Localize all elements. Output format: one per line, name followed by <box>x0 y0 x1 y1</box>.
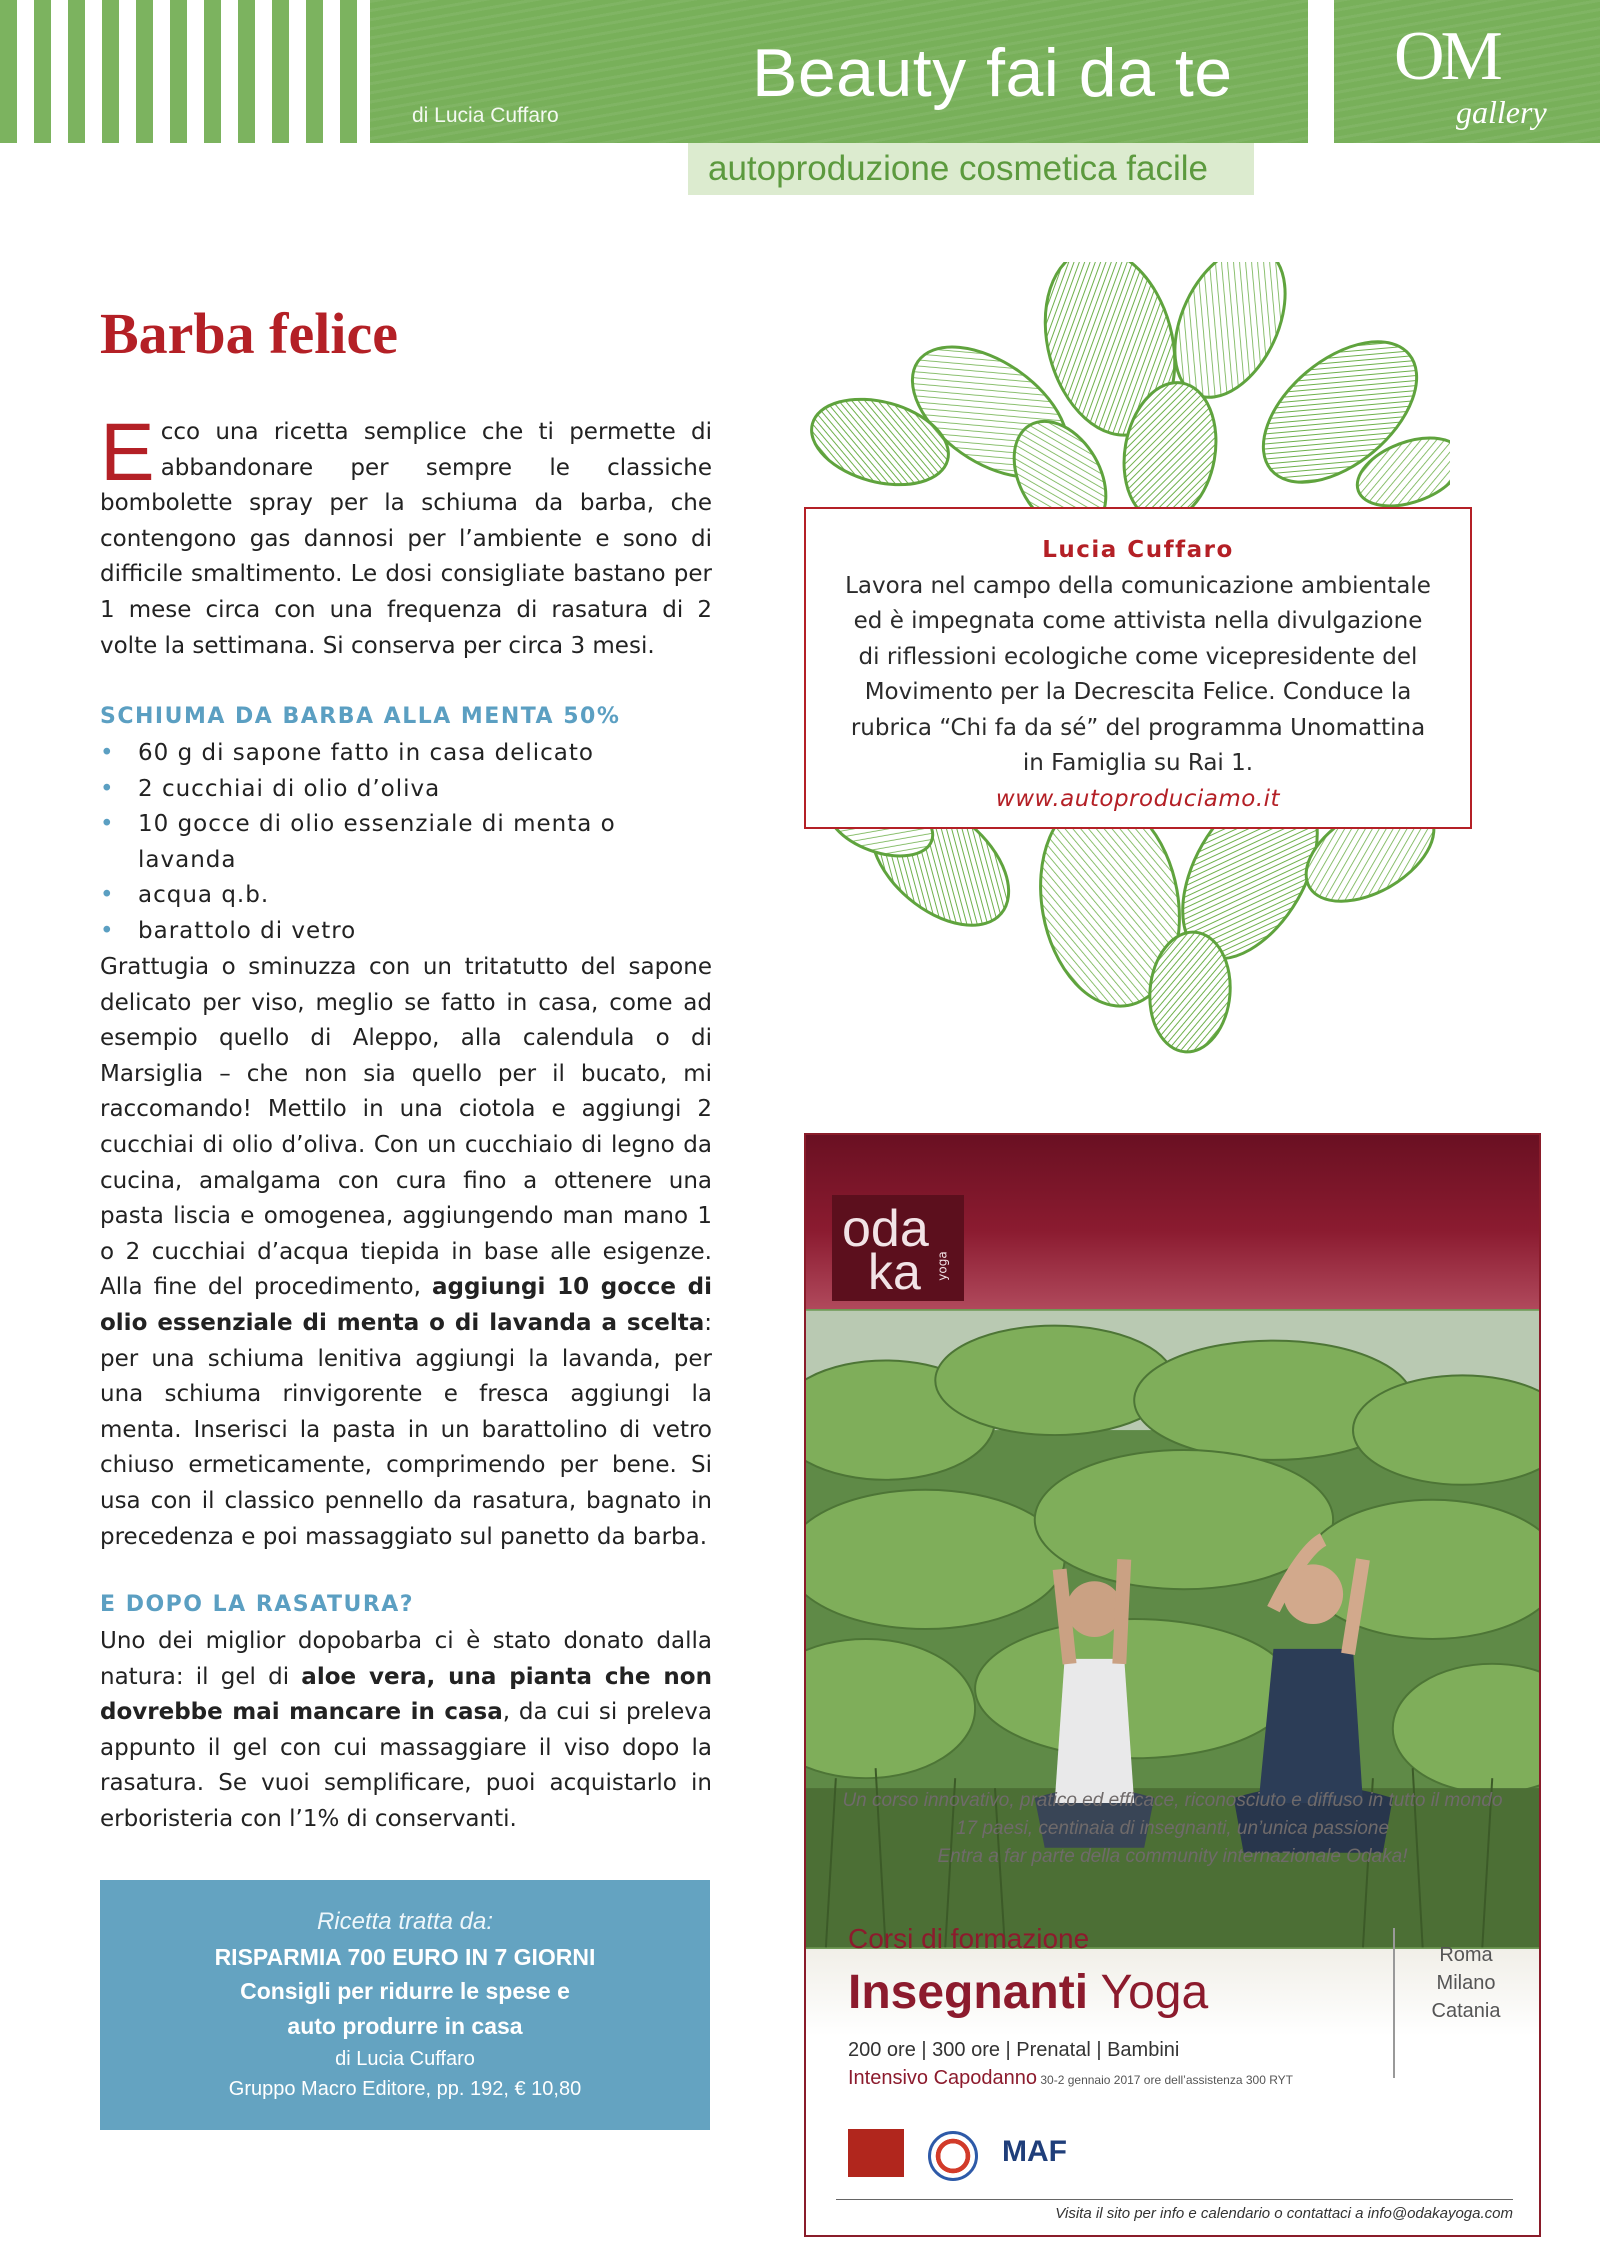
ad-footer-contact[interactable]: Visita il sito per info e calendario o contattaci a info@odakayoga.com <box>1055 2205 1513 2222</box>
method-text-end: : per una schiuma lenitiva aggiungi la lavanda, per una schiuma rinvigorente e fresca aggiungi la menta. Inserisci la pasta in un barattolino di vetro chiuso ermeticamente, comprimendo per bene. Si usa con il classico pennello da rasatura, bagnato in precedenza e poi massaggiato sul panetto da barba. <box>100 1309 712 1550</box>
book-title-line2: Consigli per ridurre le spese e <box>240 1978 570 2004</box>
section-title: Beauty fai da te <box>752 35 1233 111</box>
method-bold-text: aggiungi 10 gocce di olio essenziale di menta o di lavanda a scelta <box>100 1274 712 1336</box>
city-item: Catania <box>1431 2000 1501 2022</box>
author-name: Lucia Cuffaro <box>1042 537 1234 563</box>
ad-headline <box>848 1965 1208 2020</box>
author-website-link[interactable]: www.autoproduciamo.it <box>995 785 1281 812</box>
source-label: Ricetta tratta da: <box>316 1908 494 1935</box>
city-item: Roma <box>1439 1944 1493 1966</box>
intro-text: cco una ricetta semplice che ti permette di abbandonare per sempre le classiche bombolette spray per la schiuma da barba, che contengono gas dannosi per l’ambiente e sono di difficile smaltimento. Le dosi consigliate bastano per 1 mese circa con una frequenza di rasatura di 2 volte la settimana. Si conserva per circa 3 mesi. <box>100 419 712 659</box>
maf-badge: MAF <box>1002 2135 1067 2168</box>
byline: di Lucia Cuffaro <box>412 104 559 127</box>
ad-hours: 200 ore | 300 ore | Prenatal | Bambini <box>848 2039 1180 2061</box>
ad-intensive-label: Intensivo Capodanno <box>848 2067 1038 2089</box>
recipe-source-box <box>100 1880 710 2130</box>
method-paragraph <box>100 950 712 1555</box>
after-text-end: , da cui si preleva appunto il gel con cui massaggiare il viso dopo la rasatura. Se vuoi semplificare, puoi acquistarlo in erboristeria con l’1% di conservanti. <box>100 1699 712 1832</box>
ad-divider <box>1393 1928 1395 2078</box>
ad-tagline-1: Un corso innovativo, pratico ed efficace, riconosciuto e diffuso in tutto il mondo <box>842 1790 1503 1811</box>
book-publisher: Gruppo Macro Editore, pp. 192, € 10,80 <box>228 2078 582 2100</box>
book-title-line3: auto produrre in casa <box>287 2013 523 2039</box>
section-subtitle: autoproduzione cosmetica facile <box>708 149 1209 188</box>
method-text: Grattugia o sminuzza con un tritatutto del sapone delicato per viso, meglio se fatto in casa, come ad esempio quello di Aleppo, alla calendula o di Marsiglia – che non sia quello per il bucato, mi raccomando! Mettilo in una ciotola e aggiungi 2 cucchiai di olio d’oliva. Con un cucchiaio di legno da cucina, amalgama con cura fino a ottenere una pasta liscia e omogenea, aggiungendo man mano 1 o 2 cucchiai d’acqua tiepida in base alle esigenze. Alla fine del procedimento, <box>100 954 712 1301</box>
after-heading: E DOPO LA RASATURA? <box>100 1592 415 1617</box>
yoga-advertisement <box>804 1133 1541 2237</box>
ad-cities <box>1406 1941 1526 2025</box>
logo-text-top: oda <box>842 1200 929 1258</box>
logo-om: OM <box>1394 18 1499 95</box>
after-paragraph <box>100 1624 712 1838</box>
ad-intensive <box>848 2067 1293 2090</box>
logo-gallery: gallery <box>1456 94 1547 130</box>
after-bold-text: aloe vera, una pianta che non dovrebbe mai mancare in casa <box>100 1663 712 1726</box>
ad-tagline-3: Entra a far parte della community internazionale Odaka! <box>937 1846 1408 1867</box>
list-item: • 10 gocce di olio essenziale di menta o lavanda <box>100 807 712 878</box>
logo-text-small: yoga <box>935 1251 950 1281</box>
federation-badge-icon <box>928 2131 978 2181</box>
drop-cap: E <box>100 407 155 498</box>
article-title: Barba felice <box>100 301 398 366</box>
book-title-line1: RISPARMIA 700 EURO IN 7 GIORNI <box>214 1944 596 1970</box>
author-box <box>804 507 1472 829</box>
odaka-logo <box>832 1195 964 1301</box>
list-item: • 2 cucchiai di olio d’oliva <box>100 772 712 808</box>
ad-headline-rest: Yoga <box>1088 1966 1209 2019</box>
ad-headline-bold: Insegnanti <box>848 1966 1089 2019</box>
ad-footer-rule <box>836 2199 1513 2200</box>
header-stripes <box>0 0 370 143</box>
intro-paragraph <box>100 407 712 664</box>
after-text: Uno dei miglior dopobarba ci è stato donato dalla natura: il gel di <box>100 1628 712 1690</box>
ad-intensive-detail: 30-2 gennaio 2017 ore dell’assistenza 300 RYT <box>1037 2073 1293 2087</box>
list-item: • 60 g di sapone fatto in casa delicato <box>100 736 712 772</box>
ad-corsi-label: Corsi di formazione <box>848 1923 1090 1954</box>
author-bio: Lavora nel campo della comunicazione ambientale ed è impegnata come attivista nella divulgazione di riflessioni ecologiche come vicepresidente del Movimento per la Decrescita Felice. Conduce la rubrica “Chi fa da sé” del programma Unomattina in Famiglia su Rai 1. <box>845 572 1431 776</box>
leaf-group-top <box>810 262 1450 549</box>
recipe-heading: SCHIUMA DA BARBA ALLA MENTA 50% <box>100 704 621 729</box>
yoga-alliance-badge-icon <box>848 2129 904 2177</box>
header-gap <box>1308 0 1334 143</box>
ad-tagline-2: 17 paesi, centinaia di insegnanti, un’unica passione <box>955 1818 1390 1839</box>
list-item: • acqua q.b. <box>100 878 712 914</box>
logo-text-bottom: ka <box>868 1244 921 1300</box>
book-author: di Lucia Cuffaro <box>335 2048 475 2070</box>
ingredient-list <box>100 736 712 949</box>
list-item: • barattolo di vetro <box>100 914 712 950</box>
city-item: Milano <box>1436 1972 1496 1994</box>
